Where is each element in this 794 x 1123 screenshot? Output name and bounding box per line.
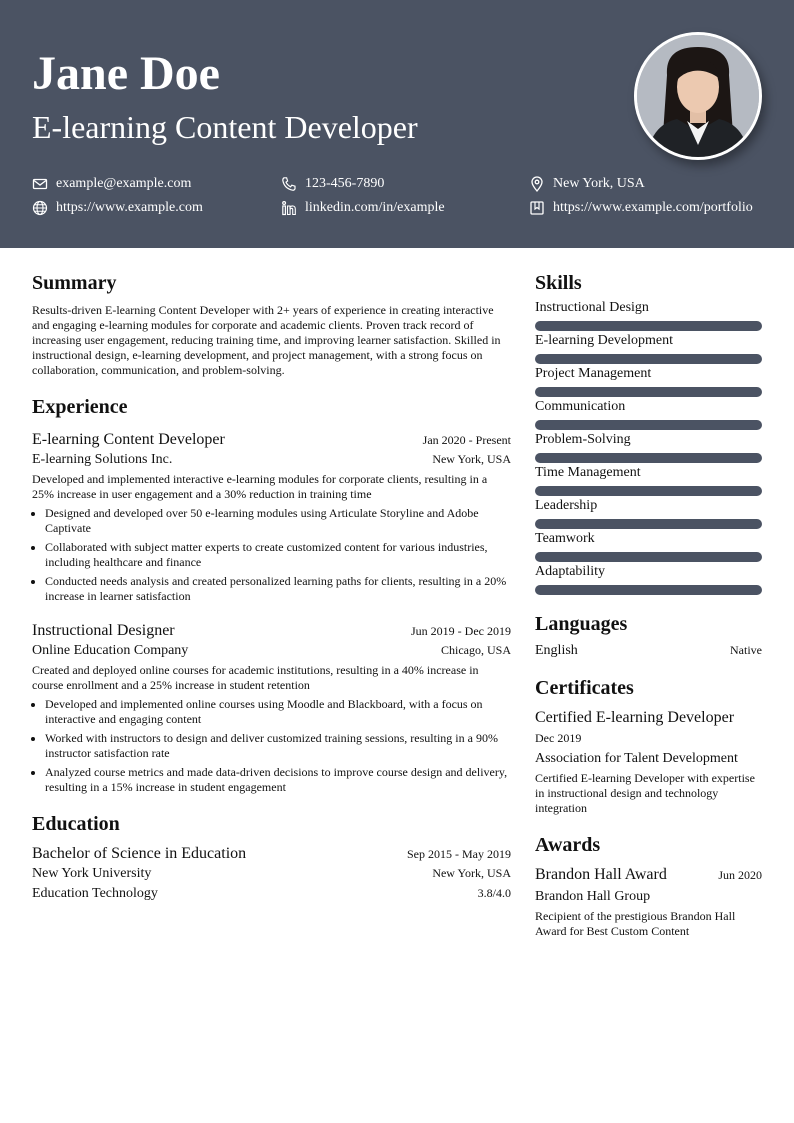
job-bullets	[32, 506, 511, 604]
side-column	[535, 268, 762, 939]
language-item	[535, 643, 762, 659]
phone-icon	[281, 176, 297, 192]
job-description: Developed and implemented interactive e-learning modules for corporate clients, resulting in a 25% increase in user engagement and a 30% reduction in training time	[32, 472, 488, 501]
summary-heading: Summary	[32, 272, 117, 294]
job-title: Instructional Designer	[32, 622, 175, 639]
bullet-item: • Worked with instructors to design and deliver customized training sessions, resulting in a 90% instructor satisfaction rate	[45, 731, 511, 761]
contact-portfolio[interactable]	[529, 198, 753, 218]
certificate-name: Certified E-learning Developer	[535, 709, 735, 726]
bullet-item: • Analyzed course metrics and made data-driven decisions to improve course design and delivery, resulting in a 15% increase in student engagement	[45, 765, 511, 795]
award-name: Brandon Hall Award	[535, 866, 667, 883]
skill-item	[535, 397, 762, 430]
job-dates: Jun 2019 - Dec 2019	[411, 624, 511, 638]
job-dates: Jan 2020 - Present	[422, 433, 511, 447]
job-title: E-learning Content Developer	[32, 431, 225, 448]
job-location: Chicago, USA	[441, 643, 511, 657]
skill-label: Adaptability	[535, 564, 605, 579]
skill-level-bar	[535, 420, 762, 430]
experience-item	[32, 620, 511, 795]
company-name: E-learning Solutions Inc.	[32, 452, 173, 467]
skill-label: Project Management	[535, 366, 652, 381]
email-text: example@example.com	[56, 176, 192, 191]
gpa: 3.8/4.0	[477, 886, 511, 900]
award-issuer: Brandon Hall Group	[535, 889, 651, 904]
education-section	[32, 809, 511, 904]
experience-section	[32, 392, 511, 795]
main-column	[32, 268, 511, 904]
job-bullets	[32, 697, 511, 795]
globe-icon	[32, 200, 48, 216]
skill-item	[535, 496, 762, 529]
education-dates: Sep 2015 - May 2019	[407, 847, 511, 861]
skill-label: Instructional Design	[535, 300, 649, 315]
experience-item	[32, 429, 511, 604]
skills-section	[535, 268, 762, 595]
portfolio-bookmark-icon	[529, 200, 545, 216]
skill-level-bar	[535, 585, 762, 595]
certificate-date: Dec 2019	[535, 731, 582, 745]
skill-label: Communication	[535, 399, 626, 414]
skill-label: E-learning Development	[535, 333, 674, 348]
language-name: English	[535, 643, 578, 658]
languages-section	[535, 609, 762, 659]
contact-location	[529, 174, 645, 194]
skill-item	[535, 463, 762, 496]
language-level: Native	[730, 643, 762, 657]
education-heading: Education	[32, 813, 120, 835]
skill-label: Teamwork	[535, 531, 595, 546]
contact-website[interactable]	[32, 198, 203, 218]
skill-label: Problem-Solving	[535, 432, 631, 447]
field-of-study: Education Technology	[32, 886, 158, 901]
job-title-headline: E-learning Content Developer	[32, 109, 418, 145]
summary-text: Results-driven E-learning Content Developer with 2+ years of experience in creating interactive and engaging e-learning modules for corporate and academic clients. Proven track record of increasing user engagement, reducing training time, and improving learner satisfaction. Skilled in instructional design, e-learning development, and project management, with a strong focus on collaboration, communication, and problem-solving.	[32, 303, 501, 377]
skill-level-bar	[535, 354, 762, 364]
linkedin-icon	[281, 200, 297, 216]
website-text: https://www.example.com	[56, 200, 203, 215]
skill-item	[535, 298, 762, 331]
map-pin-icon	[529, 176, 545, 192]
contact-phone[interactable]	[281, 174, 384, 194]
bullet-item: • Conducted needs analysis and created personalized learning paths for clients, resulting in a 20% increase in learner satisfaction	[45, 574, 511, 604]
skill-level-bar	[535, 387, 762, 397]
job-description: Created and deployed online courses for academic institutions, resulting in a 40% increase in course enrollment and a 25% increase in student retention	[32, 663, 479, 692]
skill-item	[535, 430, 762, 463]
person-name: Jane Doe	[32, 47, 220, 100]
contact-email[interactable]	[32, 174, 191, 194]
job-location: New York, USA	[432, 452, 511, 466]
award-description: Recipient of the prestigious Brandon Hall Award for Best Custom Content	[535, 909, 736, 938]
skills-heading: Skills	[535, 272, 582, 294]
skill-level-bar	[535, 486, 762, 496]
award-date: Jun 2020	[718, 868, 762, 882]
skill-level-bar	[535, 552, 762, 562]
experience-heading: Experience	[32, 396, 128, 418]
certificate-issuer: Association for Talent Development	[535, 751, 738, 766]
location-text: New York, USA	[553, 176, 645, 191]
awards-heading: Awards	[535, 834, 601, 856]
envelope-icon	[32, 176, 48, 192]
skill-level-bar	[535, 321, 762, 331]
languages-heading: Languages	[535, 613, 628, 635]
skill-item	[535, 562, 762, 595]
bullet-item: • Collaborated with subject matter experts to create customized content for various industries, including healthcare and finance	[45, 540, 511, 570]
portfolio-text: https://www.example.com/portfolio	[553, 200, 753, 215]
skill-label: Time Management	[535, 465, 641, 480]
summary-section	[32, 268, 511, 378]
phone-text: 123-456-7890	[305, 176, 385, 191]
skill-level-bar	[535, 519, 762, 529]
company-name: Online Education Company	[32, 643, 189, 658]
skill-item	[535, 364, 762, 397]
skill-label: Leadership	[535, 498, 598, 513]
skill-item	[535, 529, 762, 562]
bullet-item: • Developed and implemented online courses using Moodle and Blackboard, with a focus on interactive and engaging content	[45, 697, 511, 727]
resume-header	[0, 0, 794, 248]
skills-list	[535, 298, 762, 595]
contact-linkedin[interactable]	[281, 198, 445, 218]
certificates-section	[535, 673, 762, 816]
linkedin-text: linkedin.com/in/example	[305, 200, 445, 215]
awards-section	[535, 830, 762, 939]
certificates-heading: Certificates	[535, 677, 634, 699]
school-location: New York, USA	[432, 866, 511, 880]
certificate-description: Certified E-learning Developer with expertise in instructional design and technology integration	[535, 771, 755, 815]
profile-photo	[634, 32, 762, 160]
skill-item	[535, 331, 762, 364]
skill-level-bar	[535, 453, 762, 463]
degree-name: Bachelor of Science in Education	[32, 845, 247, 862]
school-name: New York University	[32, 866, 152, 881]
bullet-item: • Designed and developed over 50 e-learning modules using Articulate Storyline and Adobe Captivate	[45, 506, 511, 536]
portrait-image	[637, 35, 759, 157]
